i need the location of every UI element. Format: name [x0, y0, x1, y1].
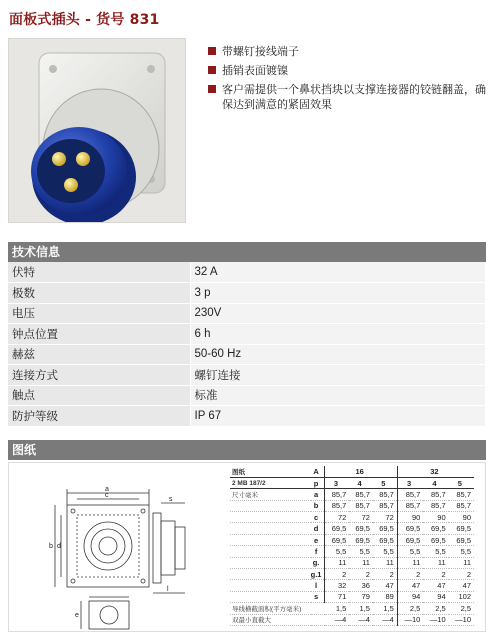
- table-row: [230, 614, 474, 625]
- cell: 85,7: [349, 489, 373, 500]
- spec-label: 钟点位置: [8, 324, 190, 345]
- svg-text:c: c: [105, 492, 109, 499]
- cell: 85,7: [423, 500, 448, 511]
- cell: 11: [373, 557, 397, 568]
- spec-label: 触点: [8, 385, 190, 406]
- table-row: [230, 534, 474, 545]
- cell: 5,5: [449, 546, 474, 557]
- cell: 94: [397, 591, 423, 602]
- cell: 47: [449, 580, 474, 591]
- row-key: f: [311, 546, 325, 557]
- row-key: c: [311, 512, 325, 523]
- spec-value: IP 67: [190, 406, 486, 427]
- cell: 47: [397, 580, 423, 591]
- dimension-table: [230, 466, 474, 626]
- col-a: A: [311, 466, 325, 477]
- cell: 90: [449, 512, 474, 523]
- cell: 72: [325, 512, 349, 523]
- cell: 72: [373, 512, 397, 523]
- cell: 89: [373, 591, 397, 602]
- spec-value: 3 p: [190, 283, 486, 304]
- table-row: [8, 324, 486, 345]
- tech-info-header: 技术信息: [8, 242, 486, 262]
- page-title: 面板式插头 - 货号 831: [9, 12, 160, 28]
- cell: 5,5: [423, 546, 448, 557]
- cell: 5,5: [349, 546, 373, 557]
- cell: 2: [449, 569, 474, 580]
- cell: 85,7: [373, 489, 397, 500]
- square-bullet-icon: [208, 66, 216, 74]
- spec-label: 连接方式: [8, 365, 190, 386]
- feature-text: 带螺钉接线端子: [222, 45, 299, 58]
- cell: 36: [349, 580, 373, 591]
- cell: 2: [349, 569, 373, 580]
- svg-text:s: s: [169, 496, 173, 503]
- table-row: [230, 512, 474, 523]
- table-row: [230, 489, 474, 500]
- square-bullet-icon: [208, 85, 216, 93]
- row-key: g.: [311, 557, 325, 568]
- cell: 85,7: [397, 500, 423, 511]
- row-key: s: [311, 591, 325, 602]
- product-photo: [8, 38, 186, 223]
- row-key: b: [311, 500, 325, 511]
- cell: —4: [349, 614, 373, 625]
- table-row: [8, 365, 486, 386]
- table-row: [230, 523, 474, 534]
- feature-text: 客户需提供一个鼻状挡块以支撑连接器的铰链翻盖，确保达到满意的紧固效果: [222, 83, 486, 111]
- cell: —4: [373, 614, 397, 625]
- cell: 2,5: [449, 603, 474, 614]
- cell: 32: [325, 580, 349, 591]
- cell: 69,5: [373, 534, 397, 545]
- model-label: 2 MB 187/2: [230, 477, 311, 488]
- cell: 90: [423, 512, 448, 523]
- svg-text:l: l: [167, 586, 169, 593]
- svg-text:e: e: [75, 612, 79, 619]
- cell: 5,5: [397, 546, 423, 557]
- table-row: [230, 546, 474, 557]
- row-key: p: [311, 477, 325, 488]
- cell: 72: [349, 512, 373, 523]
- cell: 85,7: [349, 500, 373, 511]
- cell: —10: [423, 614, 448, 625]
- cell: 71: [325, 591, 349, 602]
- spec-label: 赫兹: [8, 344, 190, 365]
- cell: 102: [449, 591, 474, 602]
- table-row: [230, 500, 474, 511]
- cell: 3: [397, 477, 423, 488]
- drawing-header: 图纸: [8, 440, 486, 460]
- spec-table: [8, 262, 486, 427]
- group-label: 32: [397, 466, 474, 477]
- dimension-drawing: [9, 463, 229, 631]
- table-row: [230, 603, 474, 614]
- row-key: d: [311, 523, 325, 534]
- cell: 85,7: [397, 489, 423, 500]
- table-row: [230, 591, 474, 602]
- table-row: [230, 557, 474, 568]
- table-row: [8, 385, 486, 406]
- cell: 5: [449, 477, 474, 488]
- feature-item: [208, 44, 488, 59]
- row-key: g.1: [311, 569, 325, 580]
- feature-item: [208, 63, 488, 78]
- cell: 1,5: [373, 603, 397, 614]
- spec-value: 32 A: [190, 262, 486, 283]
- cell: 94: [423, 591, 448, 602]
- table-row: [8, 303, 486, 324]
- cell: 69,5: [349, 523, 373, 534]
- spec-value: 6 h: [190, 324, 486, 345]
- cell: 2,5: [397, 603, 423, 614]
- cell: 69,5: [373, 523, 397, 534]
- svg-text:b: b: [49, 543, 53, 550]
- cell: 1,5: [325, 603, 349, 614]
- cell: 69,5: [423, 534, 448, 545]
- cell: 1,5: [349, 603, 373, 614]
- cell: 85,7: [325, 489, 349, 500]
- table-row: [8, 283, 486, 304]
- cell: 5,5: [373, 546, 397, 557]
- table-row: [230, 569, 474, 580]
- row-key: e: [311, 534, 325, 545]
- table-row: [230, 477, 474, 488]
- dim-label: 双最小直截大: [230, 614, 325, 625]
- spec-label: 极数: [8, 283, 190, 304]
- cell: 11: [349, 557, 373, 568]
- cell: 11: [423, 557, 448, 568]
- cell: 4: [423, 477, 448, 488]
- cell: 3: [325, 477, 349, 488]
- cell: 69,5: [349, 534, 373, 545]
- cell: 69,5: [397, 523, 423, 534]
- spec-value: 标准: [190, 385, 486, 406]
- spec-value: 230V: [190, 303, 486, 324]
- cell: 47: [373, 580, 397, 591]
- cell: 47: [423, 580, 448, 591]
- cell: 11: [325, 557, 349, 568]
- row-key: a: [311, 489, 325, 500]
- spec-value: 螺钉连接: [190, 365, 486, 386]
- cell: 11: [397, 557, 423, 568]
- cell: 69,5: [449, 523, 474, 534]
- feature-text: 插销表面镀镍: [222, 64, 288, 77]
- table-row: [8, 344, 486, 365]
- cell: 79: [349, 591, 373, 602]
- spec-value: 50-60 Hz: [190, 344, 486, 365]
- svg-text:a: a: [105, 486, 109, 493]
- cell: 4: [349, 477, 373, 488]
- cell: 85,7: [423, 489, 448, 500]
- feature-list: [208, 44, 488, 116]
- cell: 2,5: [423, 603, 448, 614]
- cell: —10: [449, 614, 474, 625]
- cell: 90: [397, 512, 423, 523]
- cell: 69,5: [397, 534, 423, 545]
- cell: 85,7: [373, 500, 397, 511]
- cell: 2: [325, 569, 349, 580]
- cell: 69,5: [325, 534, 349, 545]
- cell: —10: [397, 614, 423, 625]
- cell: 69,5: [423, 523, 448, 534]
- cell: 85,7: [325, 500, 349, 511]
- table-row: [230, 466, 474, 477]
- cell: 2: [397, 569, 423, 580]
- cell: 11: [449, 557, 474, 568]
- spec-label: 防护等级: [8, 406, 190, 427]
- square-bullet-icon: [208, 47, 216, 55]
- cell: 2: [373, 569, 397, 580]
- cell: 69,5: [449, 534, 474, 545]
- unit-label: 尺寸毫米: [230, 489, 311, 500]
- col-label: 图纸: [230, 466, 311, 477]
- spec-label: 伏特: [8, 262, 190, 283]
- cell: 69,5: [325, 523, 349, 534]
- table-row: [8, 262, 486, 283]
- table-row: [8, 406, 486, 427]
- spec-label: 电压: [8, 303, 190, 324]
- cell: 5,5: [325, 546, 349, 557]
- cell: 85,7: [449, 500, 474, 511]
- cell: 2: [423, 569, 448, 580]
- cell: 85,7: [449, 489, 474, 500]
- wire-label: 导线横截面积(平方毫米): [230, 603, 325, 614]
- cell: 5: [373, 477, 397, 488]
- cell: —4: [325, 614, 349, 625]
- table-row: [230, 580, 474, 591]
- group-label: 16: [325, 466, 397, 477]
- row-key: l: [311, 580, 325, 591]
- feature-item: [208, 82, 488, 112]
- svg-text:d: d: [57, 543, 61, 550]
